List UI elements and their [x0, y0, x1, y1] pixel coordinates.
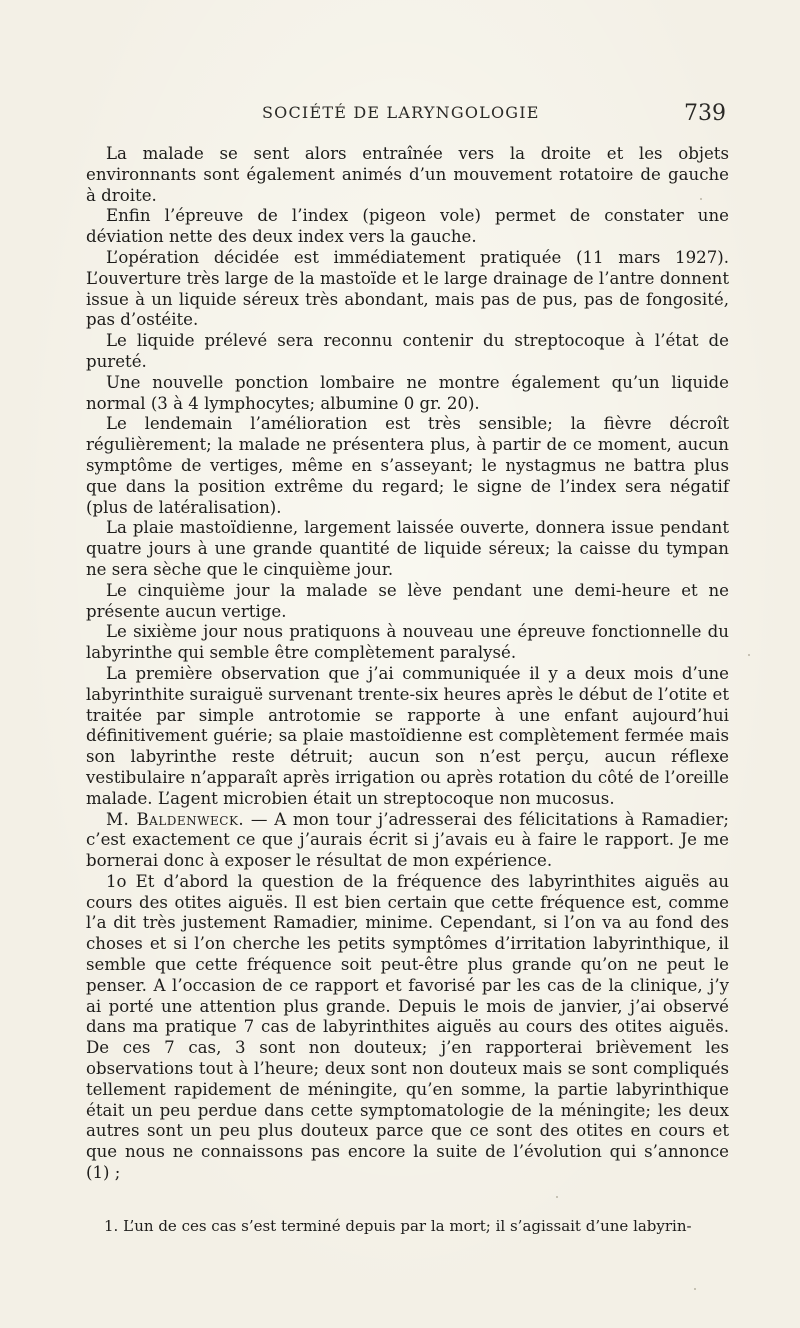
numbered-paragraph	[86, 872, 729, 1184]
speaker-text: A mon tour j’adresserai des félicitations à Ramadier; c’est exactement ce que j’aurais écrit si j’avais eu à faire le rapport. Je me bornerai donc à exposer le résultat de mon expérience.	[86, 809, 729, 871]
paragraph: Le liquide prélevé sera reconnu contenir du streptocoque à l’état de pureté.	[86, 331, 729, 371]
paper-speck	[694, 1288, 696, 1290]
paragraph: Enfin l’épreuve de l’index (pigeon vole) permet de constater une déviation nette des deux index vers la gauche.	[86, 206, 729, 247]
page-number: 739	[684, 101, 726, 126]
paper-speck	[748, 654, 750, 656]
paper-speck	[556, 1196, 558, 1198]
em-dash: —	[250, 809, 268, 829]
body-text	[86, 144, 729, 1184]
footnote-text: L’un de ces cas s’est terminé depuis par la mort; il s’agissait d’une labyrin-	[123, 1217, 692, 1235]
paragraph: Le cinquième jour la malade se lève pendant une demi-heure et ne présente aucun vertige.	[86, 580, 729, 621]
paragraph: La première observation que j’ai communiquée il y a deux mois d’une labyrinthite suraiguë survenant trente-six heures après le début de l’otite et traitée par simple antrotomie se rapporte à une enfant aujourd’hui définitivement guérie; sa plaie mastoïdienne est complètement fermée mais son labyrinthe reste détruit; aucun son n’est perçu, aucun réflexe vestibulaire n’apparaît après irrigation ou après rotation du côté de l’oreille malade. L’agent microbien était un streptocoque non mucosus.	[86, 663, 729, 808]
item-number: 1o	[106, 871, 127, 891]
speaker-paragraph	[86, 810, 729, 872]
speaker-name: M. Baldenweck.	[106, 809, 245, 829]
paragraph: Le sixième jour nous pratiquons à nouveau une épreuve fonctionnelle du labyrinthe qui semble être complètement paralysé.	[86, 622, 729, 663]
paper-speck	[700, 198, 702, 200]
paragraph: La plaie mastoïdienne, largement laissée ouverte, donnera issue pendant quatre jours à une grande quantité de liquide séreux; la caisse du tympan ne sera sèche que le cinquième jour.	[86, 518, 729, 579]
footnote-marker: 1.	[104, 1217, 119, 1235]
paragraph: La malade se sent alors entraînée vers la droite et les objets environnants sont également animés d’un mouvement rotatoire de gauche à droite.	[86, 144, 729, 205]
paragraph: Le lendemain l’amélioration est très sensible; la fièvre décroît régulièrement; la malade ne présentera plus, à partir de ce moment, aucun symptôme de vertiges, même en s’asseyant; le nystagmus ne battra plus que dans la position extrême du regard; le signe de l’index sera négatif (plus de latéralisation).	[86, 414, 729, 517]
paragraph: Une nouvelle ponction lombaire ne montre également qu’un liquide normal (3 à 4 lymphocytes; albumine 0 gr. 20).	[86, 372, 729, 413]
footnote	[86, 1216, 729, 1236]
running-title: SOCIÉTÉ DE LARYNGOLOGIE	[262, 103, 540, 122]
running-head	[86, 101, 726, 131]
paragraph: L’opération décidée est immédiatement pratiquée (11 mars 1927). L’ouverture très large de la mastoïde et le large drainage de l’antre donnent issue à un liquide séreux très abondant, mais pas de pus, pas de fongosité, pas d’ostéite.	[86, 247, 729, 330]
numbered-text: Et d’abord la question de la fréquence des labyrinthites aiguës au cours des otites aiguës. Il est bien certain que cette fréquence est, comme l’a dit très justement Ramadier, minime. Cependant, si l’on va au fond des choses et si l’on cherche les petits symptômes d’irritation labyrinthique, il semble que cette fréquence soit peut-être plus grande qu’on ne peut le penser. A l’occasion de ce rapport et favorisé par les cas de la clinique, j’y ai porté une attention plus grande. Depuis le mois de janvier, j’ai observé dans ma pratique 7 cas de labyrinthites aiguës au cours des otites aiguës. De ces 7 cas, 3 sont non douteux; j’en rapporterai brièvement les observations tout à l’heure; deux sont non douteux mais se sont compliqués tellement rapidement de méningite, qu’en somme, la partie labyrinthique était un peu perdue dans cette symptomatologie de la méningite; les deux autres sont un peu plus douteux parce que ce sont des otites en cours et que nous ne connaissons pas encore la suite de l’évolution qui s’annonce (1) ;	[86, 871, 730, 1183]
